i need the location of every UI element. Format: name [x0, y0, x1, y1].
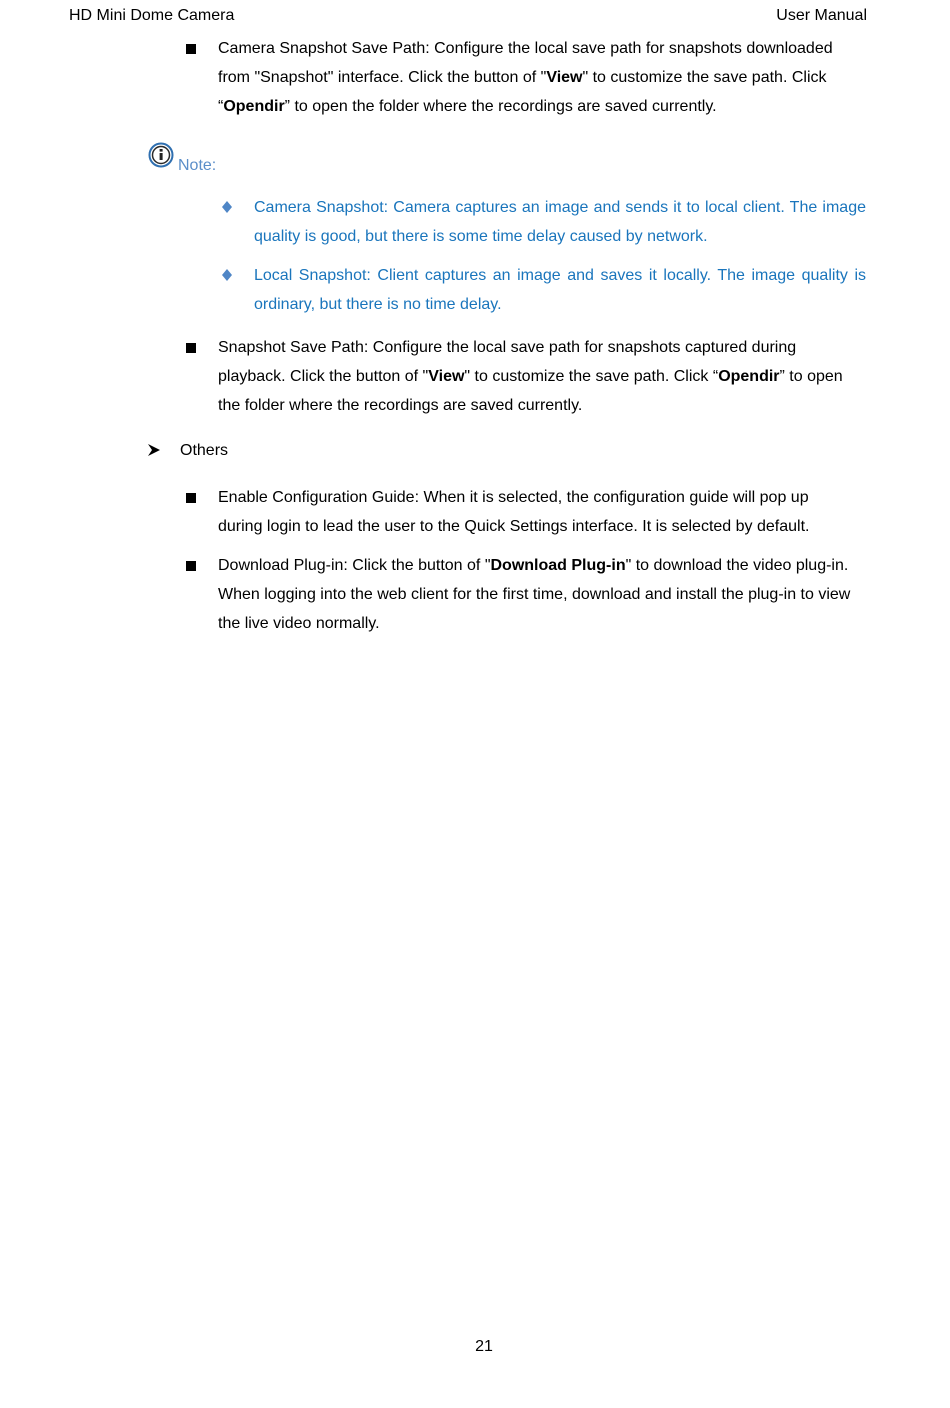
camera-snapshot-save-path-item	[218, 34, 854, 121]
square-bullet-icon	[186, 343, 196, 353]
config-guide-item	[218, 483, 838, 541]
snapshot-save-path-text: Snapshot Save Path: Configure the local save path for snapshots captured during playback. Click the button of "View" to customize the save path. Click “Opendir” to open the folder where the recordings are saved currently.	[218, 339, 843, 414]
download-plugin-item	[218, 551, 874, 638]
square-bullet-icon	[186, 44, 196, 54]
header-title: HD Mini Dome Camera	[69, 7, 235, 24]
download-plugin-button-ref: Download Plug-in	[490, 557, 626, 574]
arrow-bullet-icon	[148, 444, 160, 456]
download-plugin-text: Download Plug-in: Click the button of "Download Plug-in" to download the video plug-in. When logging into the web client for the first time, download and install the plug-in to view the live video normally.	[218, 557, 851, 632]
square-bullet-icon	[186, 561, 196, 571]
opendir-button-ref: Opendir	[223, 98, 285, 115]
snapshot-save-path-item	[218, 333, 866, 420]
note-item-local-snapshot: Local Snapshot: Client captures an image and saves it locally. The image quality is ordinary, but there is no time delay.	[254, 261, 866, 319]
note-item-camera-snapshot: Camera Snapshot: Camera captures an image and sends it to local client. The image quality is good, but there is some time delay caused by network.	[254, 193, 866, 251]
camera-snapshot-save-path-text: Camera Snapshot Save Path: Configure the local save path for snapshots downloaded from "Snapshot" interface. Click the button of "View" to customize the save path. Click “Opendir” to open the folder where the recordings are saved currently.	[218, 40, 833, 115]
others-label: Others	[180, 442, 229, 459]
note-label: Note:	[178, 157, 217, 174]
diamond-bullet-icon	[222, 269, 232, 281]
info-icon	[148, 142, 176, 170]
view-button-ref: View	[546, 69, 583, 86]
header-manual-label: User Manual	[776, 7, 867, 24]
diamond-bullet-icon	[222, 201, 232, 213]
view-button-ref: View	[428, 368, 465, 385]
square-bullet-icon	[186, 493, 196, 503]
config-guide-text: Enable Configuration Guide: When it is selected, the configuration guide will pop up during login to lead the user to the Quick Settings interface. It is selected by default.	[218, 489, 810, 535]
opendir-button-ref: Opendir	[718, 368, 780, 385]
page-number: 21	[475, 1338, 493, 1355]
